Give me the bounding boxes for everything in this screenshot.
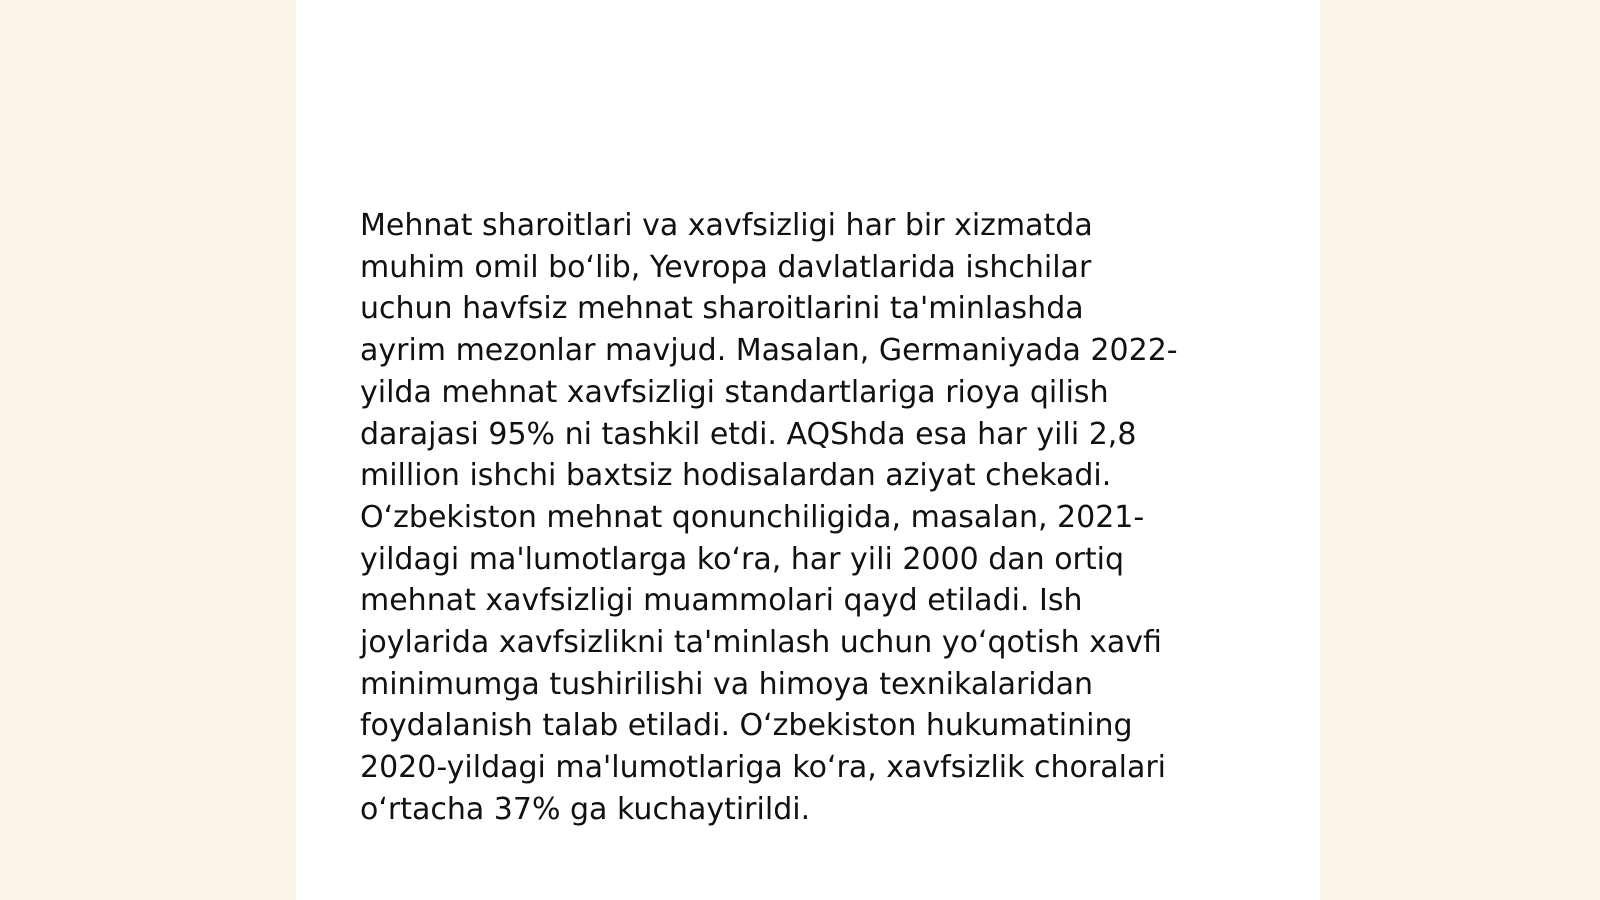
paragraph-line: yildagi ma'lumotlarga ko‘ra, har yili 2000 dan ortiq: [360, 541, 1125, 577]
paragraph-line: 2020-yildagi ma'lumotlariga ko‘ra, xavfsizlik choralari: [360, 750, 1167, 786]
paragraph-line: ayrim mezonlar mavjud. Masalan, Germaniyada 2022-: [360, 333, 1178, 369]
paragraph-line: Mehnat sharoitlari va xavfsizligi har bir xizmatda: [360, 208, 1093, 243]
paragraph-line: O‘zbekiston mehnat qonunchiligida, masalan, 2021-: [360, 499, 1145, 535]
body-paragraph: [360, 205, 1260, 831]
paragraph-line: uchun havfsiz mehnat sharoitlarini ta'minlashda: [360, 291, 1084, 327]
paragraph-line: mehnat xavfsizligi muammolari qayd etiladi. Ish: [360, 583, 1083, 619]
paragraph-line: million ishchi baxtsiz hodisalardan aziyat chekadi.: [360, 458, 1112, 494]
paragraph-line: yilda mehnat xavfsizligi standartlariga rioya qilish: [360, 374, 1109, 410]
paragraph-line: joylarida xavfsizlikni ta'minlash uchun yo‘qotish xavfi: [360, 625, 1162, 661]
paragraph-line: darajasi 95% ni tashkil etdi. AQShda esa har yili 2,8: [360, 416, 1137, 452]
paragraph-line: o‘rtacha 37% ga kuchaytirildi.: [360, 791, 811, 827]
paragraph-line: muhim omil bo‘lib, Yevropa davlatlarida ishchilar: [360, 249, 1092, 285]
document-page: [296, 0, 1320, 900]
paragraph-line: foydalanish talab etiladi. O‘zbekiston hukumatining: [360, 708, 1133, 744]
paragraph-line: minimumga tushirilishi va himoya texnikalaridan: [360, 666, 1094, 702]
